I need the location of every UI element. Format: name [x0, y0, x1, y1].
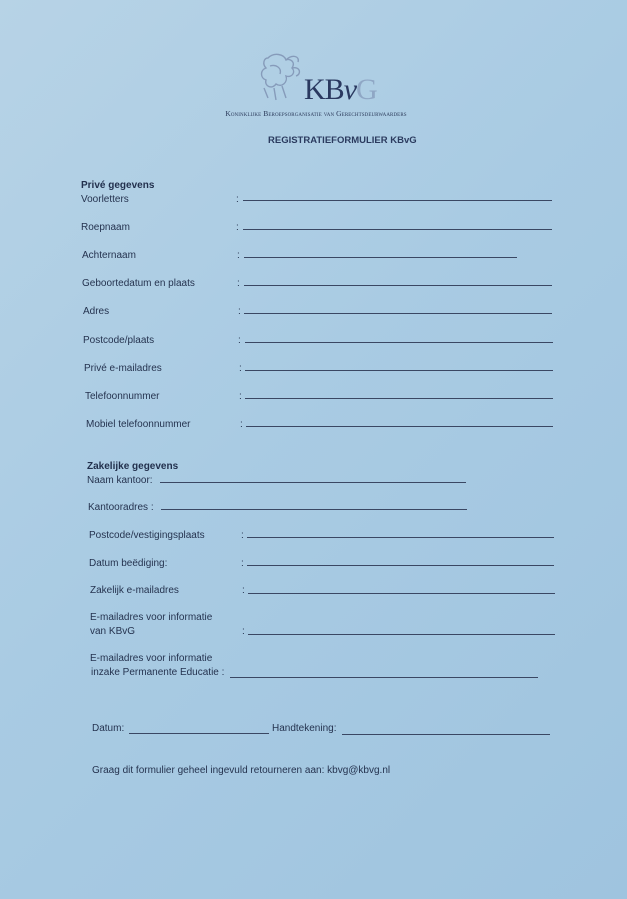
input-line-datum[interactable] — [129, 733, 269, 734]
colon: : — [239, 363, 242, 374]
input-line-roepnaam[interactable] — [243, 229, 552, 230]
colon: : — [242, 585, 245, 596]
organisation-name: Koninklijke Beroepsorganisatie van Gerechtsdeurwaarders — [225, 109, 407, 118]
label-roepnaam: Roepnaam — [81, 222, 130, 233]
input-line-email-pe[interactable] — [230, 677, 538, 678]
input-line-prive-email[interactable] — [245, 370, 553, 371]
kbvg-wordmark: KBvG — [304, 73, 377, 106]
input-line-postcode-vestigingsplaats[interactable] — [247, 537, 554, 538]
input-line-adres[interactable] — [244, 313, 552, 314]
colon: : — [238, 335, 241, 346]
form-title: REGISTRATIEFORMULIER KBvG — [268, 135, 417, 146]
input-line-datum-beediging[interactable] — [247, 565, 554, 566]
label-naam-kantoor: Naam kantoor: — [87, 475, 153, 486]
input-line-email-info-kbvg[interactable] — [248, 634, 555, 635]
colon: : — [237, 278, 240, 289]
label-email-pe-line2: inzake Permanente Educatie : — [91, 667, 225, 678]
label-voorletters: Voorletters — [81, 194, 129, 205]
colon: : — [241, 558, 244, 569]
input-line-achternaam[interactable] — [244, 257, 517, 258]
label-kantooradres: Kantooradres : — [88, 502, 154, 513]
colon: : — [242, 626, 245, 637]
colon: : — [239, 391, 242, 402]
input-line-zakelijk-email[interactable] — [248, 593, 555, 594]
label-datum-beediging: Datum beëdiging: — [89, 558, 168, 569]
input-line-telefoonnummer[interactable] — [245, 398, 553, 399]
label-telefoonnummer: Telefoonnummer — [85, 391, 160, 402]
input-line-handtekening[interactable] — [342, 734, 550, 735]
colon: : — [241, 530, 244, 541]
label-zakelijk-email: Zakelijk e-mailadres — [90, 585, 179, 596]
input-line-geboortedatum[interactable] — [244, 285, 552, 286]
colon: : — [238, 306, 241, 317]
input-line-kantooradres[interactable] — [161, 509, 467, 510]
input-line-mobiel[interactable] — [246, 426, 553, 427]
section-heading-zakelijk: Zakelijke gegevens — [87, 461, 179, 472]
colon: : — [236, 222, 239, 233]
colon: : — [240, 419, 243, 430]
label-email-pe-line1: E-mailadres voor informatie — [90, 653, 213, 664]
label-achternaam: Achternaam — [82, 250, 136, 261]
colon: : — [237, 250, 240, 261]
label-handtekening: Handtekening: — [272, 723, 337, 734]
section-heading-prive: Privé gegevens — [81, 180, 155, 191]
label-datum: Datum: — [92, 723, 125, 734]
colon: : — [236, 194, 239, 205]
input-line-voorletters[interactable] — [243, 200, 552, 201]
label-email-info-kbvg-line1: E-mailadres voor informatie — [90, 612, 213, 623]
input-line-naam-kantoor[interactable] — [160, 482, 466, 483]
return-instruction: Graag dit formulier geheel ingevuld retourneren aan: kbvg@kbvg.nl — [92, 765, 391, 776]
label-geboortedatum: Geboortedatum en plaats — [82, 278, 195, 289]
label-postcode-plaats: Postcode/plaats — [83, 335, 155, 346]
label-prive-email: Privé e-mailadres — [84, 363, 162, 374]
label-adres: Adres — [83, 306, 110, 317]
label-postcode-vestigingsplaats: Postcode/vestigingsplaats — [89, 530, 205, 541]
label-email-info-kbvg-line2: van KBvG — [90, 626, 136, 637]
input-line-postcode-plaats[interactable] — [245, 342, 553, 343]
label-mobiel: Mobiel telefoonnummer — [86, 419, 191, 430]
